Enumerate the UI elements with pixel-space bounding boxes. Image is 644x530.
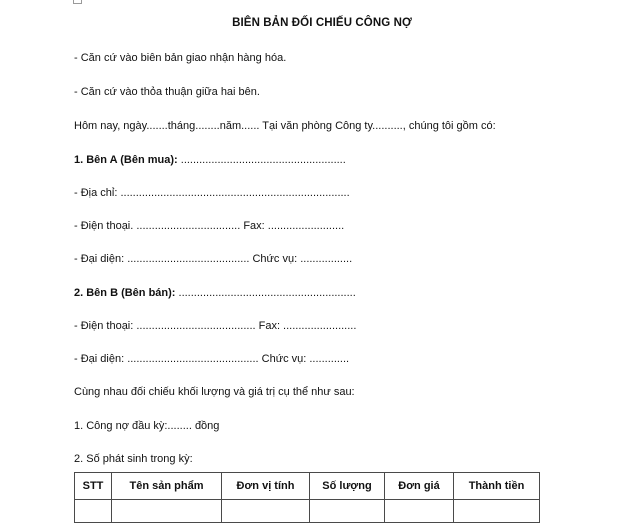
comparison-intro: Cùng nhau đối chiếu khối lượng và giá trị cụ thể như sau: bbox=[74, 386, 355, 398]
basis-line-2: - Căn cứ vào thỏa thuận giữa hai bên. bbox=[74, 86, 260, 98]
table-cell bbox=[222, 500, 310, 523]
period-transactions-line: 2. Số phát sinh trong kỳ: bbox=[74, 453, 193, 465]
party-b-line bbox=[74, 286, 356, 300]
column-header-unit: Đơn vị tính bbox=[222, 473, 310, 500]
basis-line-1: - Căn cứ vào biên bản giao nhận hàng hóa. bbox=[74, 52, 287, 64]
column-header-amount: Thành tiền bbox=[454, 473, 540, 500]
table-cell bbox=[112, 500, 222, 523]
date-place-line: Hôm nay, ngày.......tháng........năm...... Tại văn phòng Công ty.........., chúng tôi gồm có: bbox=[74, 120, 496, 132]
party-a-line bbox=[74, 153, 346, 167]
party-b-phone-fax: - Điện thoại: ....................................... Fax: ........................ bbox=[74, 320, 357, 332]
party-a-address: - Địa chỉ: ........................................................................... bbox=[74, 187, 350, 199]
column-header-stt: STT bbox=[75, 473, 112, 500]
table-cell bbox=[385, 500, 454, 523]
party-a-representative: - Đại diện: ........................................ Chức vụ: ................. bbox=[74, 253, 353, 265]
table-header-row bbox=[75, 473, 540, 500]
party-a-name-blank: ...................................................... bbox=[180, 154, 346, 166]
column-header-unit-price: Đơn giá bbox=[385, 473, 454, 500]
party-b-representative: - Đại diện: ........................................... Chức vụ: ............. bbox=[74, 353, 350, 365]
column-header-product-name: Tên sản phẩm bbox=[112, 473, 222, 500]
column-header-quantity: Số lượng bbox=[310, 473, 385, 500]
transactions-table bbox=[74, 472, 540, 523]
party-a-heading: 1. Bên A (Bên mua): bbox=[74, 154, 181, 166]
party-a-phone-fax: - Điện thoại. .................................. Fax: ......................... bbox=[74, 220, 345, 232]
table-cell bbox=[454, 500, 540, 523]
table-cell bbox=[75, 500, 112, 523]
opening-debt-line: 1. Công nợ đầu kỳ:........ đồng bbox=[74, 420, 220, 432]
party-b-heading: 2. Bên B (Bên bán): bbox=[74, 287, 179, 299]
document-title: BIÊN BẢN ĐỐI CHIẾU CÔNG NỢ bbox=[232, 17, 412, 29]
table-row bbox=[75, 500, 540, 523]
table-cell bbox=[310, 500, 385, 523]
party-b-name-blank: .......................................................... bbox=[178, 287, 356, 299]
